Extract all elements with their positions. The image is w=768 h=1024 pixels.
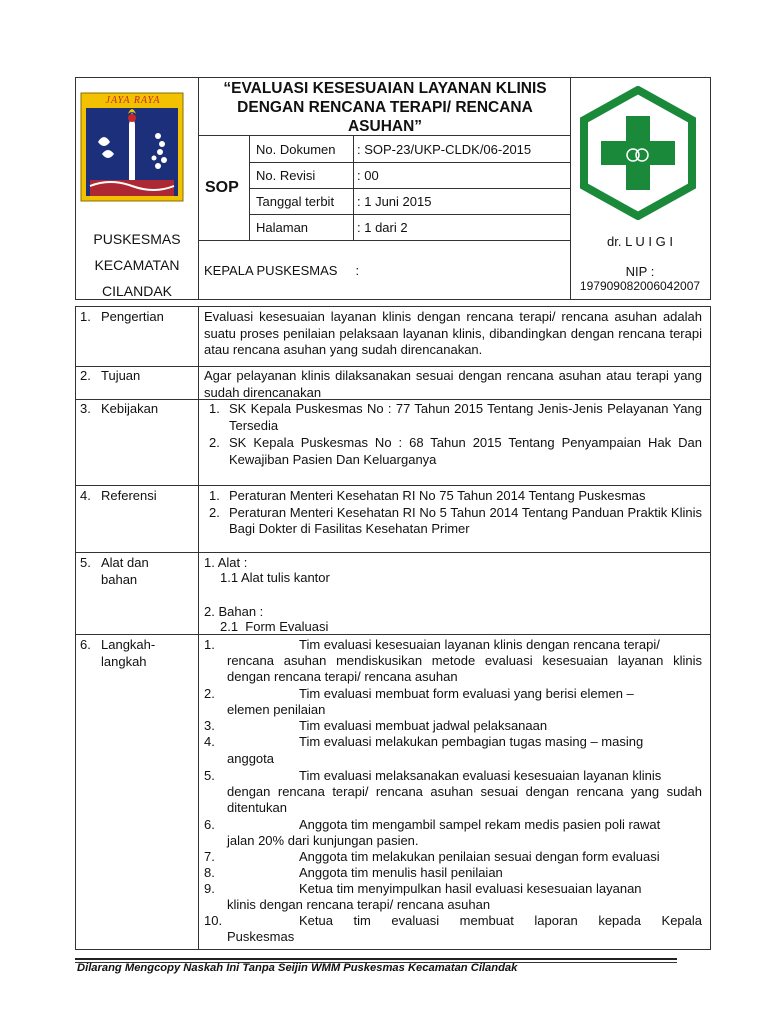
row-4-list bbox=[204, 488, 702, 538]
list-item: 2. Peraturan Menteri Kesehatan RI No 5 Tahun 2014 Tentang Panduan Praktik Klinis Bagi Dokter di Fasilitas Kesehatan Primer bbox=[209, 504, 702, 536]
step-item: 4. Tim evaluasi melakukan pembagian tugas masing – masing anggota bbox=[204, 734, 644, 766]
kepala-label: KEPALA PUSKESMAS : bbox=[204, 263, 360, 278]
row-2-label: Tujuan bbox=[101, 368, 141, 383]
meta-value-revisi: : 00 bbox=[357, 168, 379, 183]
row-1-no: 1. bbox=[80, 309, 91, 324]
logo-left-text: JAYA RAYA bbox=[105, 95, 161, 106]
document-title: “EVALUASI KESESUAIAN LAYANAN KLINIS DENGAN RENCANA TERAPI/ RENCANA ASUHAN” bbox=[223, 80, 547, 135]
row-2-no: 2. bbox=[80, 368, 91, 383]
list-item: 2. SK Kepala Puskesmas No : 68 Tahun 2015 Tentang Penyampaian Hak Dan Kewajiban Pasien Dan Keluarganya bbox=[209, 435, 702, 467]
list-item: 1. SK Kepala Puskesmas No : 77 Tahun 2015 Tentang Jenis-Jenis Pelayanan Yang Tersedia bbox=[209, 401, 702, 433]
step-item: 8. Anggota tim menulis hasil penilaian bbox=[204, 865, 503, 880]
meta-label-tanggal: Tanggal terbit bbox=[256, 194, 335, 209]
step-item: 1. Tim evaluasi kesesuaian layanan klinis dengan rencana terapi/ rencana asuhan mendiskusikan metode evaluasi kesesuaian layanan klinis dengan rencana terapi/ rencana asuhan bbox=[204, 637, 702, 684]
divider bbox=[198, 77, 199, 299]
row-6-no: 6. bbox=[80, 637, 91, 652]
sop-label: SOP bbox=[205, 179, 239, 196]
meta-value-dokumen: : SOP-23/UKP-CLDK/06-2015 bbox=[357, 142, 532, 157]
footer-notice: Dilarang Mengcopy Naskah Ini Tanpa Seijin WMM Puskesmas Kecamatan Cilandak bbox=[77, 962, 518, 974]
row-4-no: 4. bbox=[80, 488, 91, 503]
step-item: 5. Tim evaluasi melaksanakan evaluasi kesesuaian layanan klinis dengan rencana terapi/ rencana asuhan sesuai dengan rencana yang sudah ditentukan bbox=[204, 768, 702, 815]
row-3-no: 3. bbox=[80, 401, 91, 416]
step-item: 9. Ketua tim menyimpulkan hasil evaluasi kesesuaian layanan klinis dengan rencana terapi/ rencana asuhan bbox=[204, 881, 642, 912]
row-4-label: Referensi bbox=[101, 488, 157, 503]
bahan-item: 2.1 Form Evaluasi bbox=[220, 619, 329, 634]
step-item: 10. Ketua tim evaluasi membuat laporan kepada Kepala Puskesmas bbox=[204, 913, 702, 944]
row-5-no: 5. bbox=[80, 555, 91, 570]
row-1-text: Evaluasi kesesuaian layanan klinis dengan rencana terapi/ rencana asuhan adalah suatu proses penilaian pelaksaan layanan klinis, dibandingkan dengan rencana terapi atau rencana asuhan yang sudah direncanakan. bbox=[204, 309, 702, 357]
meta-label-halaman: Halaman bbox=[256, 220, 309, 235]
puskesmas-logo bbox=[576, 86, 700, 220]
divider bbox=[249, 188, 570, 189]
meta-value-tanggal: : 1 Juni 2015 bbox=[357, 194, 432, 209]
nip-label: NIP : bbox=[625, 264, 655, 279]
meta-label-dokumen: No. Dokumen bbox=[256, 142, 336, 157]
bahan-head: 2. Bahan : bbox=[204, 604, 264, 619]
signer-name: dr. L U I G I bbox=[607, 234, 673, 249]
jaya-raya-logo bbox=[80, 92, 184, 202]
row-1-label: Pengertian bbox=[101, 309, 164, 324]
divider bbox=[249, 214, 570, 215]
divider bbox=[75, 634, 710, 635]
alat-item: 1.1 Alat tulis kantor bbox=[220, 570, 330, 585]
step-item: 2. Tim evaluasi membuat form evaluasi yang berisi elemen – elemen penilaian bbox=[204, 686, 634, 717]
alat-head: 1. Alat : bbox=[204, 555, 248, 570]
step-item: 7. Anggota tim melakukan penilaian sesuai dengan form evaluasi bbox=[204, 849, 660, 864]
row-6-label: Langkah- langkah bbox=[101, 637, 156, 669]
org-line-1: PUSKESMAS bbox=[93, 231, 181, 247]
divider bbox=[75, 366, 710, 367]
steps-list bbox=[204, 637, 702, 945]
step-item: 3. Tim evaluasi membuat jadwal pelaksanaan bbox=[204, 718, 548, 733]
org-line-2: KECAMATAN bbox=[94, 257, 180, 273]
meta-label-revisi: No. Revisi bbox=[256, 168, 316, 183]
org-line-3: CILANDAK bbox=[101, 283, 173, 299]
list-item: 1. Peraturan Menteri Kesehatan RI No 75 Tahun 2014 Tentang Puskesmas bbox=[209, 488, 646, 503]
row-2-text: Agar pelayanan klinis dilaksanakan sesuai dengan rencana asuhan atau terapi yang sudah direncanakan bbox=[204, 368, 702, 400]
divider bbox=[75, 485, 710, 486]
row-5-label: Alat dan bahan bbox=[101, 555, 149, 587]
divider bbox=[198, 240, 570, 241]
footer-rule bbox=[75, 958, 677, 960]
org-name bbox=[76, 226, 198, 304]
divider bbox=[198, 306, 199, 949]
divider bbox=[75, 552, 710, 553]
step-item: 6. Anggota tim mengambil sampel rekam medis pasien poli rawat jalan 20% dari kunjungan pasien. bbox=[204, 817, 661, 848]
nip-value: 197909082006042007 bbox=[579, 279, 701, 293]
divider bbox=[249, 162, 570, 163]
meta-value-halaman: : 1 dari 2 bbox=[357, 220, 408, 235]
row-3-label: Kebijakan bbox=[101, 401, 159, 416]
row-3-list bbox=[204, 401, 702, 468]
